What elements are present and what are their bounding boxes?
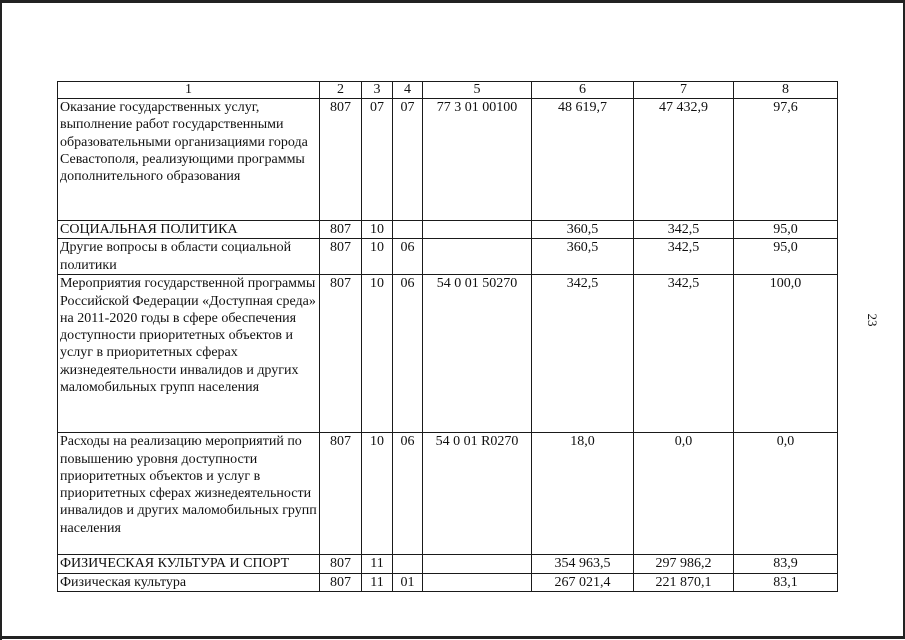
cell-plan: 360,5: [532, 239, 634, 275]
cell-subsection: [393, 221, 423, 239]
cell-actual: 342,5: [634, 275, 734, 433]
cell-subsection: 06: [393, 275, 423, 433]
cell-section: 10: [362, 433, 393, 555]
cell-percent: 83,1: [734, 573, 838, 591]
cell-admin-code: 807: [320, 573, 362, 591]
cell-section: 10: [362, 239, 393, 275]
cell-subsection: [393, 555, 423, 573]
cell-admin-code: 807: [320, 239, 362, 275]
cell-plan: 48 619,7: [532, 99, 634, 221]
column-header: 2: [320, 82, 362, 99]
cell-target-article: 54 0 01 50270: [423, 275, 532, 433]
cell-actual: 342,5: [634, 221, 734, 239]
cell-subsection: 01: [393, 573, 423, 591]
table-row: [58, 433, 838, 555]
page-number: 23: [865, 313, 880, 327]
cell-admin-code: 807: [320, 221, 362, 239]
cell-section: 07: [362, 99, 393, 221]
column-header: 7: [634, 82, 734, 99]
page-border-top: [0, 0, 905, 3]
table-row: [58, 99, 838, 221]
cell-plan: 18,0: [532, 433, 634, 555]
cell-admin-code: 807: [320, 433, 362, 555]
row-name: Физическая культура: [58, 573, 320, 591]
row-name: Расходы на реализацию мероприятий по повышению уровня доступности приоритетных объектов и услуг в приоритетных сферах жизнедеятельности инвалидов и других маломобильных групп населения: [58, 433, 320, 555]
cell-actual: 0,0: [634, 433, 734, 555]
cell-actual: 221 870,1: [634, 573, 734, 591]
row-name: Другие вопросы в области социальной политики: [58, 239, 320, 275]
column-header: 5: [423, 82, 532, 99]
cell-target-article: [423, 573, 532, 591]
column-header: 1: [58, 82, 320, 99]
table-row: [58, 275, 838, 433]
cell-actual: 297 986,2: [634, 555, 734, 573]
table-row: [58, 555, 838, 573]
row-name: Оказание государственных услуг, выполнение работ государственными образовательными организациями города Севастополя, реализующими программы дополнительного образования: [58, 99, 320, 221]
cell-plan: 267 021,4: [532, 573, 634, 591]
cell-percent: 95,0: [734, 239, 838, 275]
cell-percent: 83,9: [734, 555, 838, 573]
cell-percent: 95,0: [734, 221, 838, 239]
table-row: [58, 239, 838, 275]
cell-percent: 100,0: [734, 275, 838, 433]
budget-table: [57, 81, 838, 592]
cell-plan: 354 963,5: [532, 555, 634, 573]
cell-section: 11: [362, 573, 393, 591]
cell-plan: 360,5: [532, 221, 634, 239]
cell-target-article: [423, 239, 532, 275]
cell-percent: 0,0: [734, 433, 838, 555]
cell-section: 10: [362, 275, 393, 433]
table-row: [58, 221, 838, 239]
row-name: ФИЗИЧЕСКАЯ КУЛЬТУРА И СПОРТ: [58, 555, 320, 573]
column-header: 6: [532, 82, 634, 99]
cell-section: 10: [362, 221, 393, 239]
row-name: СОЦИАЛЬНАЯ ПОЛИТИКА: [58, 221, 320, 239]
column-header: 8: [734, 82, 838, 99]
cell-admin-code: 807: [320, 99, 362, 221]
cell-target-article: 77 3 01 00100: [423, 99, 532, 221]
cell-subsection: 06: [393, 239, 423, 275]
row-name: Мероприятия государственной программы Российской Федерации «Доступная среда» на 2011-2020 годы в сфере обеспечения доступности приоритетных объектов и услуг в приоритетных сферах жизнедеятельности инвалидов и других маломобильных групп населения: [58, 275, 320, 433]
cell-target-article: [423, 555, 532, 573]
table-row: [58, 573, 838, 591]
cell-admin-code: 807: [320, 555, 362, 573]
cell-section: 11: [362, 555, 393, 573]
cell-target-article: 54 0 01 R0270: [423, 433, 532, 555]
cell-subsection: 07: [393, 99, 423, 221]
cell-actual: 342,5: [634, 239, 734, 275]
cell-percent: 97,6: [734, 99, 838, 221]
cell-actual: 47 432,9: [634, 99, 734, 221]
table-header-row: [58, 82, 838, 99]
cell-subsection: 06: [393, 433, 423, 555]
page-border-left: [0, 0, 2, 640]
cell-target-article: [423, 221, 532, 239]
column-header: 3: [362, 82, 393, 99]
cell-admin-code: 807: [320, 275, 362, 433]
column-header: 4: [393, 82, 423, 99]
cell-plan: 342,5: [532, 275, 634, 433]
